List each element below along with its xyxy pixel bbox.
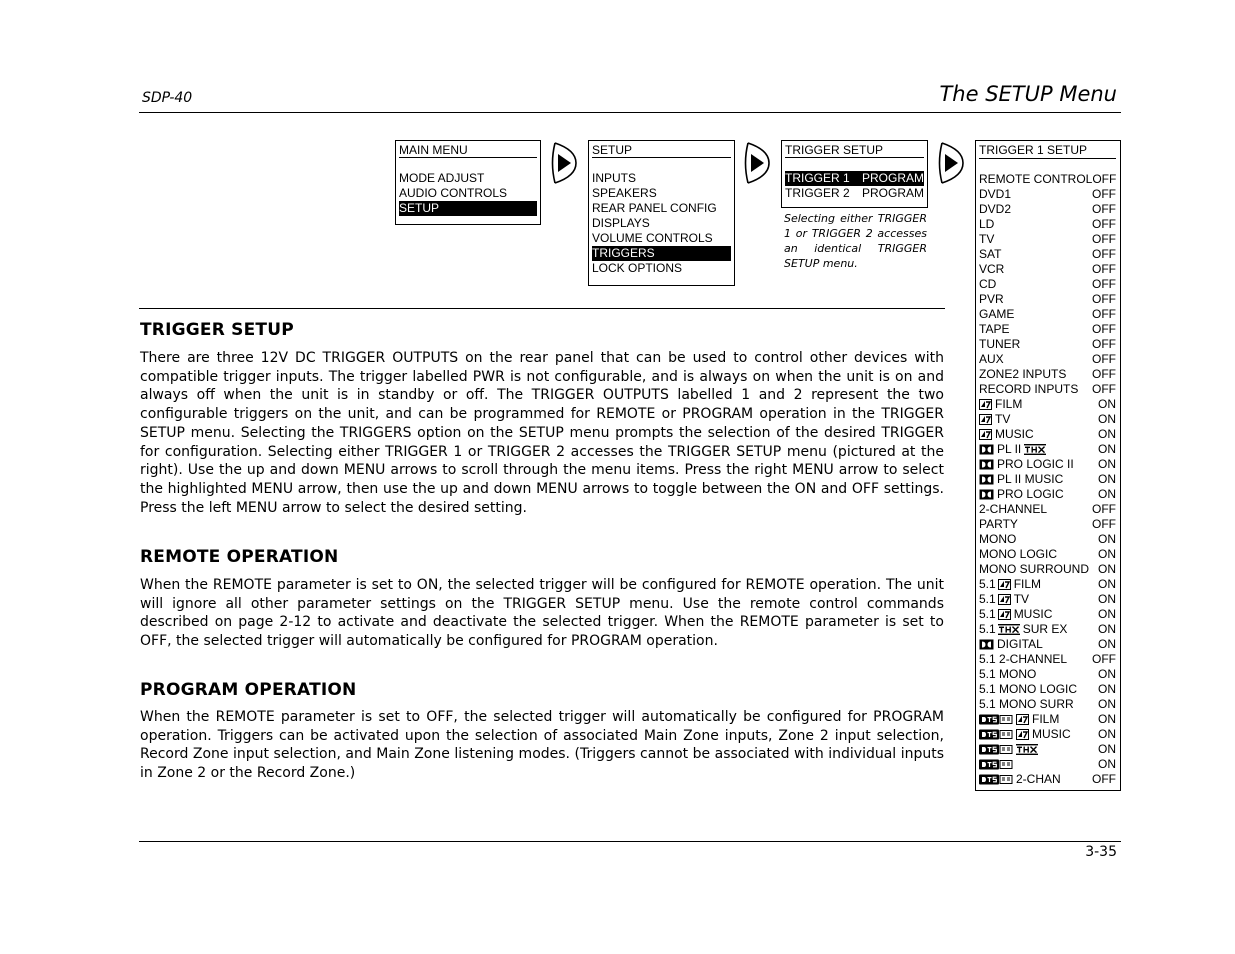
- row-label: MUSIC: [1013, 607, 1053, 621]
- row-value: ON: [1098, 682, 1116, 696]
- row-value: ON: [1098, 577, 1116, 591]
- trigger-1-setup-row: [979, 667, 1116, 682]
- section-divider: [139, 308, 945, 309]
- row-label: PRO LOGIC II: [997, 457, 1074, 471]
- row-label: GAME: [979, 307, 1015, 321]
- trigger-1-setup-row: [979, 397, 1116, 412]
- setup-menu-item: DISPLAYS: [592, 216, 650, 230]
- row-label: DVD1: [979, 187, 1012, 201]
- section-body-trigger-setup: There are three 12V DC TRIGGER OUTPUTS on the rear panel that can be used to control other devices with compatible trigger inputs. The trigger labelled PWR is not configurable, and is always on when the unit is on and always off when the unit is in standby or off. The TRIGGER OUTPUTS labelled 1 and 2 represent the two configurable triggers on the unit, and can be programmed for REMOTE or PROGRAM operation in the TRIGGER SETUP menu. Selecting the TRIGGERS option on the SETUP menu prompts the selection of the desired TRIGGER for configuration. Selecting either TRIGGER 1 or TRIGGER 2 accesses the TRIGGER SETUP menu (pictured at the right). Use the up and down MENU arrows to scroll through the menu items. Press the right MENU arrow to select the highlighted MENU arrow, then use the up and down MENU arrows to toggle between the ON and OFF settings. Press the left MENU arrow to select the desired setting.: [140, 350, 944, 516]
- row-label-group: [979, 352, 1004, 367]
- row-label-group: [979, 742, 1041, 757]
- row-label-group: [979, 457, 1074, 472]
- row-label: DVD2: [979, 202, 1012, 216]
- section-body-program-operation: When the REMOTE parameter is set to OFF, the selected trigger will automatically be configured for PROGRAM operation. Triggers can be activated upon the selection of associated Main Zone inputs, Zone 2 input selection, Record Zone input selection, and Main Zone listening modes. (Triggers cannot be associated with individual inputs in Zone 2 or the Record Zone.): [140, 709, 944, 782]
- row-value: ON: [1098, 442, 1116, 456]
- trigger-1-setup-row: [979, 712, 1116, 727]
- trigger-1-setup-row: [979, 352, 1116, 367]
- row-value: ON: [1098, 472, 1116, 486]
- row-label-group: [979, 502, 1047, 517]
- row-label: REMOTE CONTROL: [979, 172, 1093, 186]
- row-label-group: [979, 217, 994, 232]
- row-label: 5.1 MONO SURR: [979, 697, 1074, 711]
- row-value: OFF: [1092, 247, 1116, 261]
- row-label-group: [979, 367, 1066, 382]
- dolby-double-d-logo-icon: [979, 444, 997, 455]
- trigger-1-setup-row: [979, 277, 1116, 292]
- row-label-group: [979, 472, 1063, 487]
- lexicon-logic7-logo-icon: [979, 429, 995, 440]
- row-label: PL II MUSIC: [997, 472, 1064, 486]
- setup-menu-item: VOLUME CONTROLS: [592, 231, 713, 245]
- trigger-1-setup-row: [979, 472, 1116, 487]
- section-body-remote-operation: When the REMOTE parameter is set to ON, the selected trigger will be configured for REMOTE operation. The unit will ignore all other parameter settings on the TRIGGER SETUP menu. Use the remote control commands described on page 2-12 to activate and deactivate the selected trigger. When the REMOTE parameter is set to OFF, the selected trigger will automatically be configured for PROGRAM operation.: [140, 577, 944, 650]
- trigger-1-setup-row: [979, 622, 1116, 637]
- trigger-1-setup-row: [979, 232, 1116, 247]
- row-value: ON: [1098, 727, 1116, 741]
- header-divider: [139, 112, 1121, 113]
- dolby-double-d-logo-icon: [979, 489, 997, 500]
- row-value: OFF: [1092, 652, 1116, 666]
- setup-menu-item: REAR PANEL CONFIG: [592, 201, 717, 215]
- trigger-1-setup-rows: [979, 172, 1116, 787]
- row-label-group: [979, 577, 1041, 592]
- row-label-group: [979, 412, 1010, 427]
- dolby-double-d-logo-icon: [979, 459, 997, 470]
- row-label: TV: [979, 232, 995, 246]
- row-label: MUSIC: [1032, 727, 1071, 741]
- row-label-group: [979, 382, 1078, 397]
- row-value: ON: [1098, 742, 1116, 756]
- row-value: OFF: [1092, 382, 1116, 396]
- page-title: The SETUP Menu: [939, 82, 1117, 106]
- dts-es-logo-icon: [979, 714, 1016, 725]
- trigger-1-setup-row: [979, 247, 1116, 262]
- main-menu-item: AUDIO CONTROLS: [399, 186, 508, 200]
- trigger-setup-row-selected: [785, 171, 924, 186]
- setup-menu-item: SPEAKERS: [592, 186, 657, 200]
- row-label-group: [979, 517, 1018, 532]
- row-value: OFF: [1092, 262, 1116, 276]
- row-value: ON: [1098, 607, 1116, 621]
- trigger-1-setup-row: [979, 187, 1116, 202]
- row-label: FILM: [1032, 712, 1060, 726]
- row-label: 5.1 MONO: [979, 667, 1037, 681]
- row-label-group: [979, 277, 996, 292]
- trigger-1-setup-row: [979, 697, 1116, 712]
- trigger-1-setup-row: [979, 427, 1116, 442]
- row-value: ON: [1098, 637, 1116, 651]
- row-value: ON: [1098, 697, 1116, 711]
- row-label-group: [979, 202, 1011, 217]
- row-label: FILM: [1013, 577, 1042, 591]
- trigger-1-setup-row: [979, 382, 1116, 397]
- row-value: OFF: [1092, 202, 1116, 216]
- trigger-1-setup-row: [979, 322, 1116, 337]
- row-label-group: [979, 607, 1052, 622]
- row-prefix: 5.1: [979, 607, 996, 621]
- setup-menu-item: LOCK OPTIONS: [592, 261, 683, 275]
- trigger-label: TRIGGER 2: [785, 186, 850, 200]
- row-value: ON: [1098, 487, 1116, 501]
- trigger-1-setup-row: [979, 262, 1116, 277]
- row-label: MONO LOGIC: [979, 547, 1058, 561]
- trigger-1-setup-row: [979, 307, 1116, 322]
- row-label: RECORD INPUTS: [979, 382, 1079, 396]
- trigger-value: PROGRAM: [861, 171, 924, 185]
- trigger-value: PROGRAM: [861, 186, 924, 200]
- row-label-group: [979, 172, 1092, 187]
- row-label-group: [979, 307, 1014, 322]
- row-value: OFF: [1092, 307, 1116, 321]
- main-menu-item-selected: SETUP: [399, 201, 537, 216]
- row-prefix: 5.1: [979, 577, 996, 591]
- dts-es-logo-icon: [979, 759, 1016, 770]
- row-value: OFF: [1092, 322, 1116, 336]
- row-value: ON: [1098, 592, 1116, 606]
- dolby-double-d-logo-icon: [979, 474, 997, 485]
- row-label: MONO: [979, 532, 1017, 546]
- row-label: TV: [995, 412, 1011, 426]
- row-value: OFF: [1092, 367, 1116, 381]
- row-label: PL II: [997, 442, 1022, 456]
- row-label: SUR EX: [1022, 622, 1068, 636]
- row-value: ON: [1098, 757, 1116, 771]
- row-label: PVR: [979, 292, 1004, 306]
- thx-logo-icon: [1016, 744, 1041, 755]
- row-label: VCR: [979, 262, 1005, 276]
- row-label: CD: [979, 277, 997, 291]
- row-value: ON: [1098, 412, 1116, 426]
- row-label: PRO LOGIC: [997, 487, 1064, 501]
- row-value: ON: [1098, 667, 1116, 681]
- main-menu-diagram: [395, 140, 541, 225]
- row-label-group: [979, 487, 1064, 502]
- dolby-double-d-logo-icon: [979, 639, 997, 650]
- row-label-group: [979, 652, 1067, 667]
- row-prefix: 5.1: [979, 622, 996, 636]
- diagram-caption: Selecting either TRIGGER 1 or TRIGGER 2 accesses an identical TRIGGER SETUP menu.: [784, 212, 927, 270]
- document-model: SDP-40: [142, 90, 193, 106]
- row-label: 2-CHANNEL: [979, 502, 1048, 516]
- trigger-1-setup-row: [979, 412, 1116, 427]
- trigger-1-setup-row: [979, 757, 1116, 772]
- row-label: 5.1 MONO LOGIC: [979, 682, 1078, 696]
- row-label-group: [979, 682, 1077, 697]
- row-label: 2-CHAN: [1016, 772, 1061, 786]
- trigger-1-setup-row: [979, 547, 1116, 562]
- section-heading-remote-operation: REMOTE OPERATION: [140, 547, 339, 567]
- main-menu-title: MAIN MENU: [399, 141, 537, 158]
- page-number: 3-35: [1085, 844, 1117, 860]
- trigger-1-setup-row: [979, 682, 1116, 697]
- section-heading-program-operation: PROGRAM OPERATION: [140, 680, 357, 700]
- row-value: OFF: [1092, 502, 1116, 516]
- row-label-group: [979, 712, 1059, 727]
- row-label: AUX: [979, 352, 1004, 366]
- row-label-group: [979, 667, 1036, 682]
- trigger-1-setup-title: TRIGGER 1 SETUP: [979, 141, 1116, 159]
- row-label: PARTY: [979, 517, 1018, 531]
- row-label-group: [979, 247, 1001, 262]
- row-label-group: [979, 727, 1071, 742]
- row-value: OFF: [1092, 352, 1116, 366]
- row-label: TAPE: [979, 322, 1010, 336]
- row-label-group: [979, 622, 1067, 637]
- trigger-setup-row: [785, 186, 924, 201]
- main-menu-item: MODE ADJUST: [399, 171, 485, 185]
- lexicon-logic7-logo-icon: [998, 594, 1014, 605]
- lexicon-logic7-logo-icon: [998, 609, 1014, 620]
- dts-es-logo-icon: [979, 774, 1016, 785]
- right-arrow-icon: [549, 140, 579, 186]
- row-label-group: [979, 757, 1016, 772]
- row-value: ON: [1098, 547, 1116, 561]
- row-value: OFF: [1092, 337, 1116, 351]
- row-value: OFF: [1092, 172, 1117, 186]
- dts-es-logo-icon: [979, 729, 1016, 740]
- setup-menu-item: INPUTS: [592, 171, 637, 185]
- setup-menu-diagram: [588, 140, 735, 286]
- trigger-setup-menu-title: TRIGGER SETUP: [785, 141, 924, 158]
- row-label-group: [979, 337, 1020, 352]
- row-label: LD: [979, 217, 995, 231]
- row-value: OFF: [1092, 772, 1116, 786]
- row-label-group: [979, 322, 1009, 337]
- trigger-1-setup-row: [979, 592, 1116, 607]
- lexicon-logic7-logo-icon: [1016, 714, 1032, 725]
- trigger-1-setup-row: [979, 292, 1116, 307]
- thx-logo-icon: [998, 624, 1023, 635]
- trigger-1-setup-row: [979, 502, 1116, 517]
- trigger-1-setup-row: [979, 562, 1116, 577]
- row-label: FILM: [995, 397, 1023, 411]
- trigger-1-setup-row: [979, 442, 1116, 457]
- trigger-label: TRIGGER 1: [785, 171, 850, 185]
- row-label-group: [979, 772, 1061, 787]
- row-label: TV: [1013, 592, 1030, 606]
- row-label: TUNER: [979, 337, 1021, 351]
- row-value: ON: [1098, 622, 1116, 636]
- row-label-group: [979, 262, 1004, 277]
- row-label-group: [979, 292, 1004, 307]
- trigger-1-setup-row: [979, 367, 1116, 382]
- trigger-setup-menu-diagram: [781, 140, 928, 208]
- row-label-group: [979, 637, 1043, 652]
- row-label-group: [979, 547, 1057, 562]
- row-value: OFF: [1092, 187, 1116, 201]
- trigger-1-setup-row: [979, 652, 1116, 667]
- row-label-group: [979, 232, 994, 247]
- row-value: ON: [1098, 397, 1116, 411]
- row-value: ON: [1098, 532, 1116, 546]
- trigger-1-setup-row: [979, 337, 1116, 352]
- row-label-group: [979, 532, 1016, 547]
- lexicon-logic7-logo-icon: [998, 579, 1014, 590]
- row-label: MUSIC: [995, 427, 1034, 441]
- section-heading-trigger-setup: TRIGGER SETUP: [140, 320, 294, 340]
- lexicon-logic7-logo-icon: [1016, 729, 1032, 740]
- row-label-group: [979, 442, 1049, 457]
- row-value: ON: [1098, 457, 1116, 471]
- row-label-group: [979, 427, 1034, 442]
- row-label: SAT: [979, 247, 1002, 261]
- row-value: ON: [1098, 562, 1116, 576]
- trigger-1-setup-row: [979, 532, 1116, 547]
- trigger-1-setup-row: [979, 577, 1116, 592]
- row-label: DIGITAL: [997, 637, 1043, 651]
- trigger-1-setup-diagram: [975, 140, 1121, 791]
- setup-menu-item-selected: TRIGGERS: [592, 246, 731, 261]
- trigger-1-setup-row: [979, 607, 1116, 622]
- trigger-1-setup-row: [979, 772, 1116, 787]
- lexicon-logic7-logo-icon: [979, 414, 995, 425]
- row-label-group: [979, 562, 1089, 577]
- trigger-1-setup-row: [979, 637, 1116, 652]
- row-prefix: 5.1: [979, 592, 996, 606]
- trigger-1-setup-row: [979, 457, 1116, 472]
- trigger-1-setup-row: [979, 487, 1116, 502]
- right-arrow-icon: [936, 140, 966, 186]
- thx-logo-icon: [1024, 444, 1049, 455]
- row-label: ZONE2 INPUTS: [979, 367, 1067, 381]
- row-label-group: [979, 592, 1029, 607]
- setup-menu-title: SETUP: [592, 141, 731, 158]
- trigger-1-setup-row: [979, 727, 1116, 742]
- lexicon-logic7-logo-icon: [979, 399, 995, 410]
- dts-es-logo-icon: [979, 744, 1016, 755]
- right-arrow-icon: [742, 140, 772, 186]
- row-label-group: [979, 697, 1074, 712]
- row-label: MONO SURROUND: [979, 562, 1089, 576]
- row-label-group: [979, 187, 1011, 202]
- trigger-1-setup-row: [979, 517, 1116, 532]
- trigger-1-setup-row: [979, 742, 1116, 757]
- row-value: OFF: [1092, 232, 1116, 246]
- trigger-1-setup-row: [979, 202, 1116, 217]
- row-value: OFF: [1092, 277, 1116, 291]
- trigger-1-setup-row: [979, 217, 1116, 232]
- row-label: 5.1 2-CHANNEL: [979, 652, 1068, 666]
- footer-divider: [139, 841, 1121, 842]
- row-value: OFF: [1092, 517, 1116, 531]
- trigger-1-setup-row: [979, 172, 1116, 187]
- row-label-group: [979, 397, 1022, 412]
- row-value: OFF: [1092, 217, 1116, 231]
- row-value: OFF: [1092, 292, 1116, 306]
- row-value: ON: [1098, 712, 1116, 726]
- row-value: ON: [1098, 427, 1116, 441]
